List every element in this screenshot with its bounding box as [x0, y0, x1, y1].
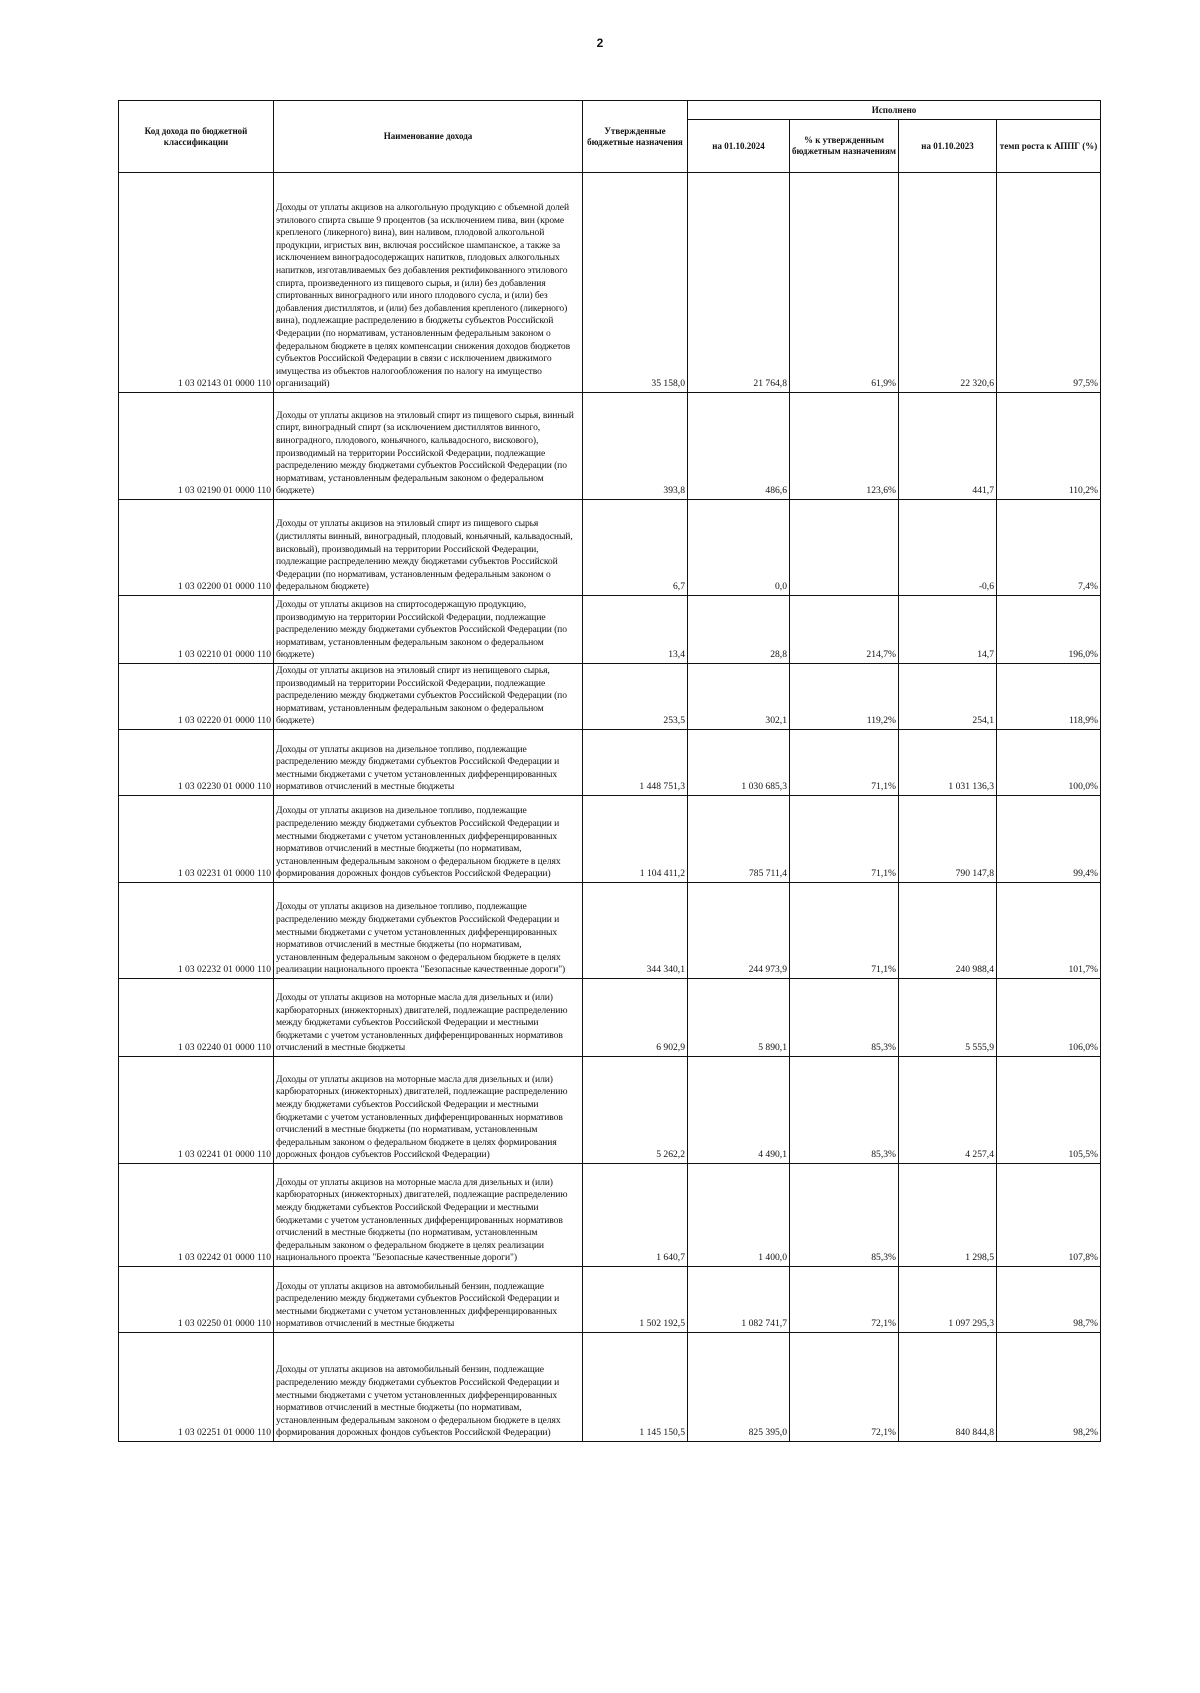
table-row	[119, 730, 1101, 796]
percent-of-approved: 72,1%	[790, 1267, 899, 1333]
executed-2023: 790 147,8	[899, 796, 997, 883]
table-row	[119, 796, 1101, 883]
income-name: Доходы от уплаты акцизов на этиловый спирт из пищевого сырья (дистилляты винный, виноградный, плодовый, коньячный, кальвадосный, висковый), производимый на территории Российской Федерации, подлежащие распределению между бюджетами субъектов Российской Федерации (по нормативам, установленным федеральным законом о федеральном бюджете)	[274, 500, 583, 596]
percent-of-approved: 214,7%	[790, 596, 899, 664]
header-growth: темп роста к АППГ (%)	[997, 120, 1101, 173]
income-name: Доходы от уплаты акцизов на дизельное топливо, подлежащие распределению между бюджетами субъектов Российской Федерации и местными бюджетами с учетом установленных дифференцированных нормативов отчислений в местные бюджеты	[274, 730, 583, 796]
header-approved: Утвержденные бюджетные назначения	[583, 101, 688, 173]
executed-2024: 302,1	[688, 664, 790, 730]
executed-2023: 840 844,8	[899, 1333, 997, 1442]
executed-2024: 1 400,0	[688, 1164, 790, 1267]
growth-rate: 97,5%	[997, 173, 1101, 393]
approved-amount: 393,8	[583, 393, 688, 500]
approved-amount: 1 448 751,3	[583, 730, 688, 796]
table-row	[119, 664, 1101, 730]
income-name: Доходы от уплаты акцизов на дизельное топливо, подлежащие распределению между бюджетами субъектов Российской Федерации и местными бюджетами с учетом установленных дифференцированных нормативов отчислений в местные бюджеты (по нормативам, установленным федеральным законом о федеральном бюджете в целях реализации национального проекта "Безопасные качественные дороги")	[274, 883, 583, 979]
table-row	[119, 883, 1101, 979]
table-row	[119, 500, 1101, 596]
income-name: Доходы от уплаты акцизов на моторные масла для дизельных и (или) карбюраторных (инжекторных) двигателей, подлежащие распределению между бюджетами субъектов Российской Федерации и местными бюджетами с учетом установленных дифференцированных нормативов отчислений в местные бюджеты (по нормативам, установленным федеральным законом о федеральном бюджете в целях реализации национального проекта "Безопасные качественные дороги")	[274, 1164, 583, 1267]
table-row	[119, 393, 1101, 500]
executed-2024: 4 490,1	[688, 1057, 790, 1164]
header-executed: Исполнено	[688, 101, 1101, 120]
percent-of-approved: 71,1%	[790, 796, 899, 883]
income-code: 1 03 02251 01 0000 110	[119, 1333, 274, 1442]
approved-amount: 1 145 150,5	[583, 1333, 688, 1442]
growth-rate: 98,7%	[997, 1267, 1101, 1333]
executed-2024: 5 890,1	[688, 979, 790, 1057]
income-code: 1 03 02241 01 0000 110	[119, 1057, 274, 1164]
income-name: Доходы от уплаты акцизов на этиловый спирт из непищевого сырья, производимый на территории Российской Федерации, подлежащие распределению между бюджетами субъектов Российской Федерации (по нормативам, установленным федеральным законом о федеральном бюджете)	[274, 664, 583, 730]
income-name: Доходы от уплаты акцизов на дизельное топливо, подлежащие распределению между бюджетами субъектов Российской Федерации и местными бюджетами с учетом установленных дифференцированных нормативов отчислений в местные бюджеты (по нормативам, установленным федеральным законом о федеральном бюджете в целях формирования дорожных фондов субъектов Российской Федерации)	[274, 796, 583, 883]
income-code: 1 03 02242 01 0000 110	[119, 1164, 274, 1267]
percent-of-approved: 61,9%	[790, 173, 899, 393]
approved-amount: 6,7	[583, 500, 688, 596]
approved-amount: 253,5	[583, 664, 688, 730]
header-code: Код дохода по бюджетной классификации	[119, 101, 274, 173]
income-code: 1 03 02230 01 0000 110	[119, 730, 274, 796]
table-row	[119, 1164, 1101, 1267]
executed-2024: 785 711,4	[688, 796, 790, 883]
executed-2023: 14,7	[899, 596, 997, 664]
growth-rate: 7,4%	[997, 500, 1101, 596]
approved-amount: 1 502 192,5	[583, 1267, 688, 1333]
executed-2024: 1 030 685,3	[688, 730, 790, 796]
table-row	[119, 596, 1101, 664]
income-name: Доходы от уплаты акцизов на этиловый спирт из пищевого сырья, винный спирт, виноградный спирт (за исключением дистиллятов винного, виноградного, плодового, коньячного, кальвадосного, вискового), производимый на территории Российской Федерации, подлежащие распределению между бюджетами субъектов Российской Федерации (по нормативам, установленным федеральным законом о федеральном бюджете)	[274, 393, 583, 500]
percent-of-approved: 85,3%	[790, 1164, 899, 1267]
executed-2023: 5 555,9	[899, 979, 997, 1057]
percent-of-approved: 71,1%	[790, 730, 899, 796]
executed-2023: 254,1	[899, 664, 997, 730]
executed-2024: 21 764,8	[688, 173, 790, 393]
executed-2023: 4 257,4	[899, 1057, 997, 1164]
percent-of-approved: 119,2%	[790, 664, 899, 730]
income-code: 1 03 02232 01 0000 110	[119, 883, 274, 979]
income-name: Доходы от уплаты акцизов на моторные масла для дизельных и (или) карбюраторных (инжекторных) двигателей, подлежащие распределению между бюджетами субъектов Российской Федерации и местными бюджетами с учетом установленных дифференцированных нормативов отчислений в местные бюджеты (по нормативам, установленным федеральным законом о федеральном бюджете в целях формирования дорожных фондов субъектов Российской Федерации)	[274, 1057, 583, 1164]
approved-amount: 6 902,9	[583, 979, 688, 1057]
percent-of-approved: 85,3%	[790, 1057, 899, 1164]
approved-amount: 1 640,7	[583, 1164, 688, 1267]
table-row	[119, 1267, 1101, 1333]
executed-2023: 22 320,6	[899, 173, 997, 393]
income-code: 1 03 02231 01 0000 110	[119, 796, 274, 883]
percent-of-approved: 71,1%	[790, 883, 899, 979]
executed-2023: -0,6	[899, 500, 997, 596]
growth-rate: 107,8%	[997, 1164, 1101, 1267]
income-name: Доходы от уплаты акцизов на алкогольную продукцию с объемной долей этилового спирта свыше 9 процентов (за исключением пива, вин (кроме крепленого (ликерного) вина), вин наливом, плодовой алкогольной продукции, игристых вин, включая российское шампанское, а также за исключением виноградосодержащих напитков, плодовых алкогольных напитков, изготавливаемых без добавления ректификованного этилового спирта, произведенного из пищевого сырья, и (или) без добавления спиртованных виноградного или иного плодового сусла, и (или) без добавления дистиллятов, и (или) без добавления крепленого (ликерного) вина), подлежащие распределению в бюджеты субъектов Российской Федерации (по нормативам, установленным федеральным законом о федеральном бюджете в целях компенсации снижения доходов бюджетов субъектов Российской Федерации в связи с исключением движимого имущества из объектов налогообложения по налогу на имущество организаций)	[274, 173, 583, 393]
income-code: 1 03 02240 01 0000 110	[119, 979, 274, 1057]
executed-2024: 486,6	[688, 393, 790, 500]
growth-rate: 98,2%	[997, 1333, 1101, 1442]
executed-2023: 1 298,5	[899, 1164, 997, 1267]
percent-of-approved	[790, 500, 899, 596]
growth-rate: 118,9%	[997, 664, 1101, 730]
income-name: Доходы от уплаты акцизов на автомобильный бензин, подлежащие распределению между бюджетами субъектов Российской Федерации и местными бюджетами с учетом установленных дифференцированных нормативов отчислений в местные бюджеты (по нормативам, установленным федеральным законом о федеральном бюджете в целях формирования дорожных фондов субъектов Российской Федерации)	[274, 1333, 583, 1442]
executed-2023: 1 031 136,3	[899, 730, 997, 796]
table-header	[119, 101, 1101, 173]
income-code: 1 03 02190 01 0000 110	[119, 393, 274, 500]
header-pct-approved: % к утвержденным бюджетным назначениям	[790, 120, 899, 173]
growth-rate: 106,0%	[997, 979, 1101, 1057]
growth-rate: 105,5%	[997, 1057, 1101, 1164]
executed-2024: 825 395,0	[688, 1333, 790, 1442]
percent-of-approved: 72,1%	[790, 1333, 899, 1442]
approved-amount: 13,4	[583, 596, 688, 664]
approved-amount: 35 158,0	[583, 173, 688, 393]
table-row	[119, 1057, 1101, 1164]
approved-amount: 1 104 411,2	[583, 796, 688, 883]
growth-rate: 196,0%	[997, 596, 1101, 664]
executed-2024: 244 973,9	[688, 883, 790, 979]
growth-rate: 101,7%	[997, 883, 1101, 979]
revenue-table	[118, 100, 1101, 1442]
executed-2024: 1 082 741,7	[688, 1267, 790, 1333]
growth-rate: 100,0%	[997, 730, 1101, 796]
executed-2024: 0,0	[688, 500, 790, 596]
table-row	[119, 979, 1101, 1057]
income-name: Доходы от уплаты акцизов на спиртосодержащую продукцию, производимую на территории Российской Федерации, подлежащие распределению между бюджетами субъектов Российской Федерации (по нормативам, установленным федеральным законом о федеральном бюджете)	[274, 596, 583, 664]
income-code: 1 03 02250 01 0000 110	[119, 1267, 274, 1333]
table-row	[119, 173, 1101, 393]
executed-2023: 240 988,4	[899, 883, 997, 979]
growth-rate: 99,4%	[997, 796, 1101, 883]
income-code: 1 03 02143 01 0000 110	[119, 173, 274, 393]
approved-amount: 344 340,1	[583, 883, 688, 979]
header-on-2024: на 01.10.2024	[688, 120, 790, 173]
income-name: Доходы от уплаты акцизов на автомобильный бензин, подлежащие распределению между бюджетами субъектов Российской Федерации и местными бюджетами с учетом установленных дифференцированных нормативов отчислений в местные бюджеты	[274, 1267, 583, 1333]
growth-rate: 110,2%	[997, 393, 1101, 500]
income-code: 1 03 02210 01 0000 110	[119, 596, 274, 664]
income-code: 1 03 02220 01 0000 110	[119, 664, 274, 730]
table-row	[119, 1333, 1101, 1442]
header-name: Наименование дохода	[274, 101, 583, 173]
page-number: 2	[596, 36, 604, 50]
executed-2024: 28,8	[688, 596, 790, 664]
income-code: 1 03 02200 01 0000 110	[119, 500, 274, 596]
percent-of-approved: 85,3%	[790, 979, 899, 1057]
header-on-2023: на 01.10.2023	[899, 120, 997, 173]
percent-of-approved: 123,6%	[790, 393, 899, 500]
executed-2023: 441,7	[899, 393, 997, 500]
income-name: Доходы от уплаты акцизов на моторные масла для дизельных и (или) карбюраторных (инжекторных) двигателей, подлежащие распределению между бюджетами субъектов Российской Федерации и местными бюджетами с учетом установленных дифференцированных нормативов отчислений в местные бюджеты	[274, 979, 583, 1057]
executed-2023: 1 097 295,3	[899, 1267, 997, 1333]
table-body	[119, 173, 1101, 1442]
approved-amount: 5 262,2	[583, 1057, 688, 1164]
